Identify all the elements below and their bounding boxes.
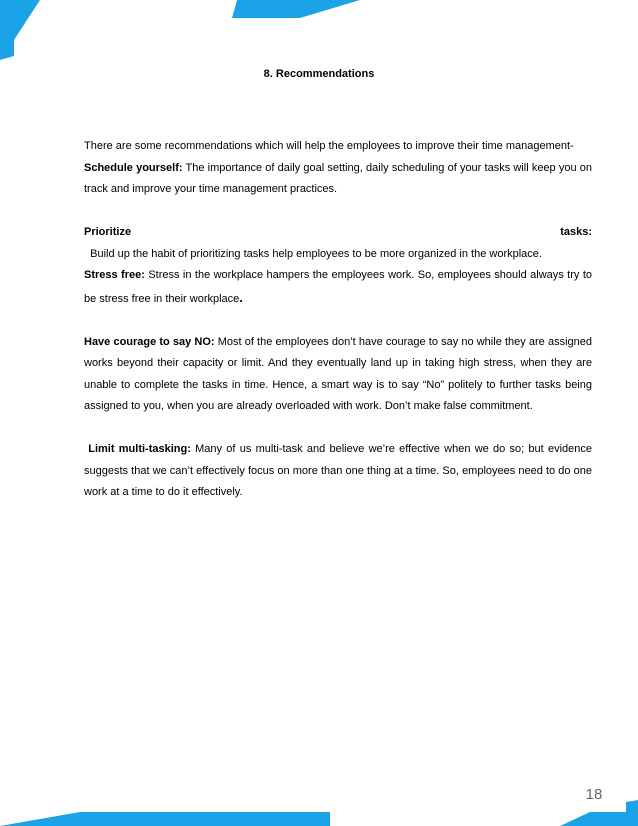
recommendation-heading: Have courage to say NO: — [84, 335, 215, 348]
page-title: 8. Recommendations — [263, 68, 375, 80]
recommendations-body — [84, 136, 592, 504]
recommendation-end-mark: . — [239, 289, 243, 305]
page-number: 18 — [585, 786, 603, 803]
recommendation-heading: Schedule yourself: — [84, 161, 183, 174]
bottom-banner-stripe — [0, 812, 330, 826]
recommendation-text: Build up the habit of prioritizing tasks help employees to be more organized in the workplace. — [84, 247, 542, 260]
recommendation-courage — [84, 332, 592, 418]
top-left-corner-shape — [0, 0, 40, 60]
recommendation-text: The importance of daily goal setting, daily scheduling of your tasks will keep you on track and improve your time management practices. — [84, 161, 592, 195]
recommendation-schedule — [84, 158, 592, 201]
intro-paragraph: There are some recommendations which will help the employees to improve their time management- — [84, 140, 574, 152]
recommendation-stress-free — [84, 265, 592, 310]
recommendation-text: Stress in the workplace hampers the employees work. So, employees should always try to be stress free in their workplace — [84, 269, 592, 305]
recommendation-heading: Limit multi-tasking: — [88, 443, 191, 455]
recommendation-heading: Stress free: — [84, 269, 145, 281]
recommendation-prioritize — [84, 222, 592, 265]
recommendation-text: Most of the employees don’t have courage to say no while they are assigned works beyond their capacity or limit. And they eventually land up in taking high stress, when they are unable to complete the tasks in time. Hence, a smart way is to say “No” politely to further tasks being assigned to you, when you are already overloaded with work. Don’t make false commitment. — [84, 335, 592, 412]
recommendation-heading: Prioritize tasks: — [84, 226, 592, 238]
top-banner-stripe — [232, 0, 360, 18]
recommendation-text: Many of us multi-task and believe we’re effective when we do so; but evidence suggests that we can’t effectively focus on more than one thing at a time. So, employees need to do one work at a time to do it effectively. — [84, 443, 592, 498]
recommendation-multitasking — [84, 439, 592, 504]
